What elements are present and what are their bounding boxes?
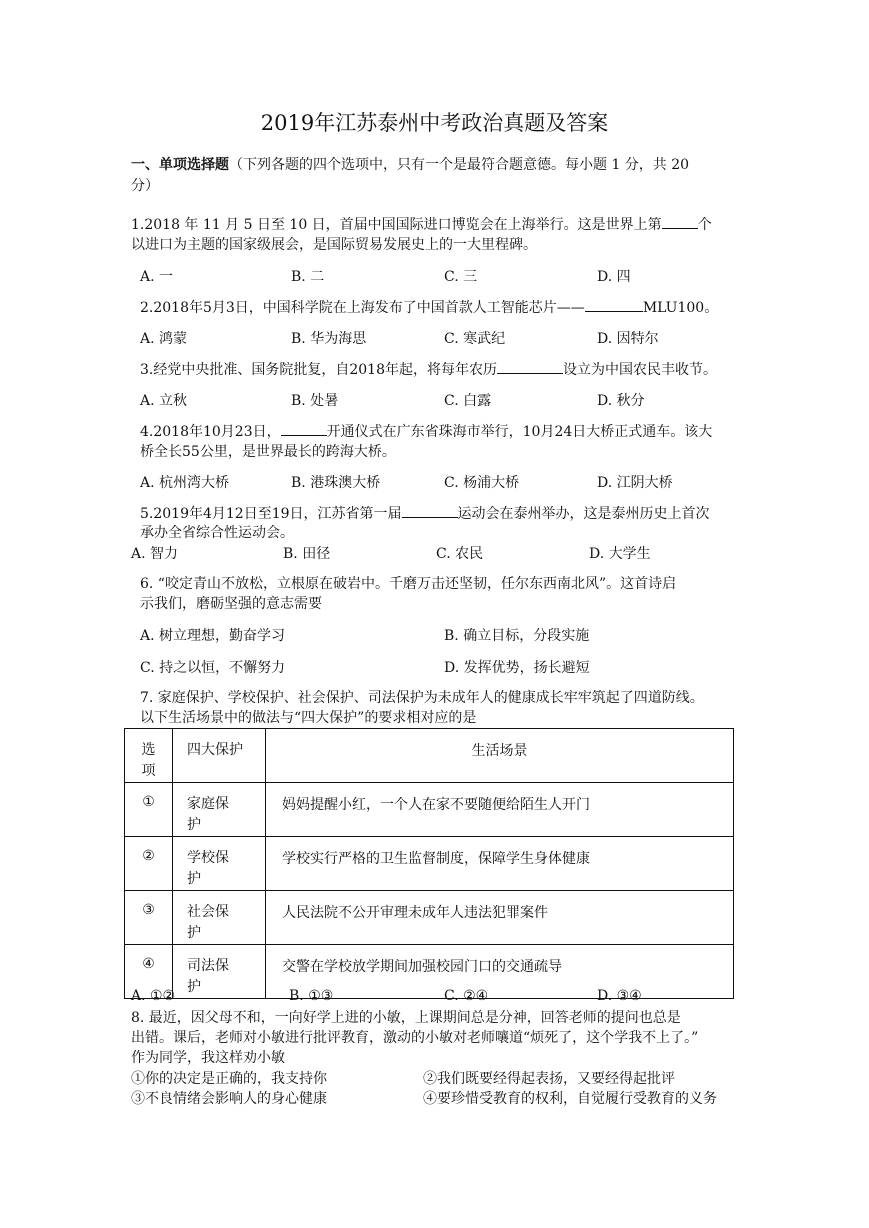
question-3-text-tail: 设立为中国农民丰收节。 [563,362,717,378]
question-5-option-d: D. 大学生 [589,546,651,562]
table-header-row [125,729,734,783]
table-cell-scene: 人民法院不公开审理未成年人违法犯罪案件 [266,891,734,945]
section-head-label: 一、单项选择题 [131,157,229,173]
question-3-text: 3.经党中央批准、国务院批复，自2018年起，将每年农历 [140,362,497,378]
question-2-option-b: B. 华为海思 [291,331,367,347]
answer-blank [662,214,698,229]
question-6-line2: 示我们，磨砺坚强的意志需要 [140,596,322,612]
table-header-scene: 生活场景 [266,729,734,783]
question-6-option-a: A. 树立理想，勤奋学习 [140,628,286,644]
question-8-choice-3: ③不良情绪会影响人的身心健康 [131,1091,327,1107]
question-2-option-d: D. 因特尔 [597,331,659,347]
question-4-option-c: C. 杨浦大桥 [444,475,520,491]
section-header [131,155,689,175]
question-5-line1 [140,503,710,524]
question-7-option-a: A. ①② [131,988,176,1004]
question-6-option-d: D. 发挥优势，扬长避短 [444,660,590,676]
table-cell-type: 社会保护 [173,891,266,945]
question-7-option-c: C. ②④ [444,988,489,1004]
question-2-option-a: A. 鸿蒙 [140,331,188,347]
table-row [125,783,734,837]
question-4-line2: 桥全长55公里，是世界最长的跨海大桥。 [140,444,396,460]
page-title: 2019年江苏泰州中考政治真题及答案 [260,111,609,135]
question-1-line2: 以进口为主题的国家级展会，是国际贸易发展史上的一大里程碑。 [131,237,537,253]
question-3-option-b: B. 处暑 [291,393,339,409]
question-4-option-a: A. 杭州湾大桥 [140,475,230,491]
question-3-option-c: C. 白露 [444,393,492,409]
question-2-option-c: C. 寒武纪 [444,331,506,347]
table-cell-num: ③ [125,891,173,945]
table-cell-type: 家庭保护 [173,783,266,837]
table-cell-num: ④ [125,945,173,999]
question-2-line1 [140,297,718,318]
answer-blank [402,503,458,518]
answer-blank [585,297,643,312]
question-5-option-c: C. 农民 [436,546,484,562]
question-2-text: 2.2018年5月3日，中国科学院在上海发布了中国首款人工智能芯片—— [140,300,585,316]
table-cell-scene: 交警在学校放学期间加强校园门口的交通疏导 [266,945,734,999]
question-6-option-c: C. 持之以恒，不懈努力 [140,660,286,676]
table-row [125,837,734,891]
table-row [125,945,734,999]
question-7-line1: 7. 家庭保护、学校保护、社会保护、司法保护为未成年人的健康成长牢牢筑起了四道防线。 [140,690,704,706]
question-3-option-a: A. 立秋 [140,393,188,409]
table-header-option: 选项 [125,729,173,783]
section-desc-line1: （下列各题的四个选项中，只有一个是最符合题意德。每小题 1 分，共 20 [229,157,690,173]
question-2-text-tail: MLU100。 [642,300,719,316]
table-cell-num: ② [125,837,173,891]
question-8-choice-1: ①你的决定是正确的，我支持你 [131,1071,327,1087]
table-cell-scene: 妈妈提醒小红，一个人在家不要随便给陌生人开门 [266,783,734,837]
question-4-option-b: B. 港珠澳大桥 [291,475,381,491]
question-7-option-b: B. ①③ [289,988,334,1004]
question-7-option-d: D. ③④ [597,988,642,1004]
question-3-line1 [140,359,717,380]
table-cell-type: 学校保护 [173,837,266,891]
question-4-text-tail: 开通仪式在广东省珠海市举行，10月24日大桥正式通车。该大 [326,424,713,440]
answer-blank [497,359,563,374]
question-1-text-tail: 个 [697,217,712,233]
question-1-text: 1.2018 年 11 月 5 日至 10 日，首届中国国际进口博览会在上海举行。这是世界上第 [131,217,662,233]
question-8-choice-4: ④要珍惜受教育的权利，自觉履行受教育的义务 [423,1091,717,1107]
question-5-option-b: B. 田径 [283,546,331,562]
question-3-option-d: D. 秋分 [597,393,645,409]
table-row [125,891,734,945]
section-desc-line2: 分） [131,178,159,194]
question-4-line1 [140,421,712,442]
question-8-line2: 出错。课后，老师对小敏进行批评教育，激动的小敏对老师嚷道“烦死了，这个学我不上了。” [131,1030,699,1046]
question-4-text: 4.2018年10月23日， [140,424,281,440]
question-4-option-d: D. 江阴大桥 [597,475,673,491]
table-header-type: 四大保护 [173,729,266,783]
table-cell-type: 司法保护 [173,945,266,999]
question-1-option-d: D. 四 [597,269,631,285]
protection-table [124,728,734,999]
question-8-choice-2: ②我们既要经得起表扬，又要经得起批评 [423,1071,675,1087]
table-cell-num: ① [125,783,173,837]
question-5-text: 5.2019年4月12日至19日，江苏省第一届 [140,506,402,522]
question-6-line1: 6. “咬定青山不放松，立根原在破岩中。千磨万击还坚韧，任尔东西南北风”。这首诗启 [140,576,677,592]
question-5-text-tail: 运动会在泰州举办，这是泰州历史上首次 [457,506,710,522]
question-5-line2: 承办全省综合性运动会。 [140,525,294,541]
question-1-line1 [131,214,712,235]
question-1-option-c: C. 三 [444,269,478,285]
question-1-option-a: A. 一 [140,269,174,285]
question-5-option-a: A. 智力 [131,546,179,562]
question-8-line3: 作为同学，我这样劝小敏 [131,1050,285,1066]
question-6-option-b: B. 确立目标，分段实施 [444,628,590,644]
answer-blank [281,421,327,436]
question-7-line2: 以下生活场景中的做法与“四大保护”的要求相对应的是 [140,710,477,726]
question-1-option-b: B. 二 [291,269,325,285]
table-cell-scene: 学校实行严格的卫生监督制度，保障学生身体健康 [266,837,734,891]
question-8-line1: 8. 最近，因父母不和，一向好学上进的小敏，上课期间总是分神，回答老师的提问也总是 [131,1010,681,1026]
